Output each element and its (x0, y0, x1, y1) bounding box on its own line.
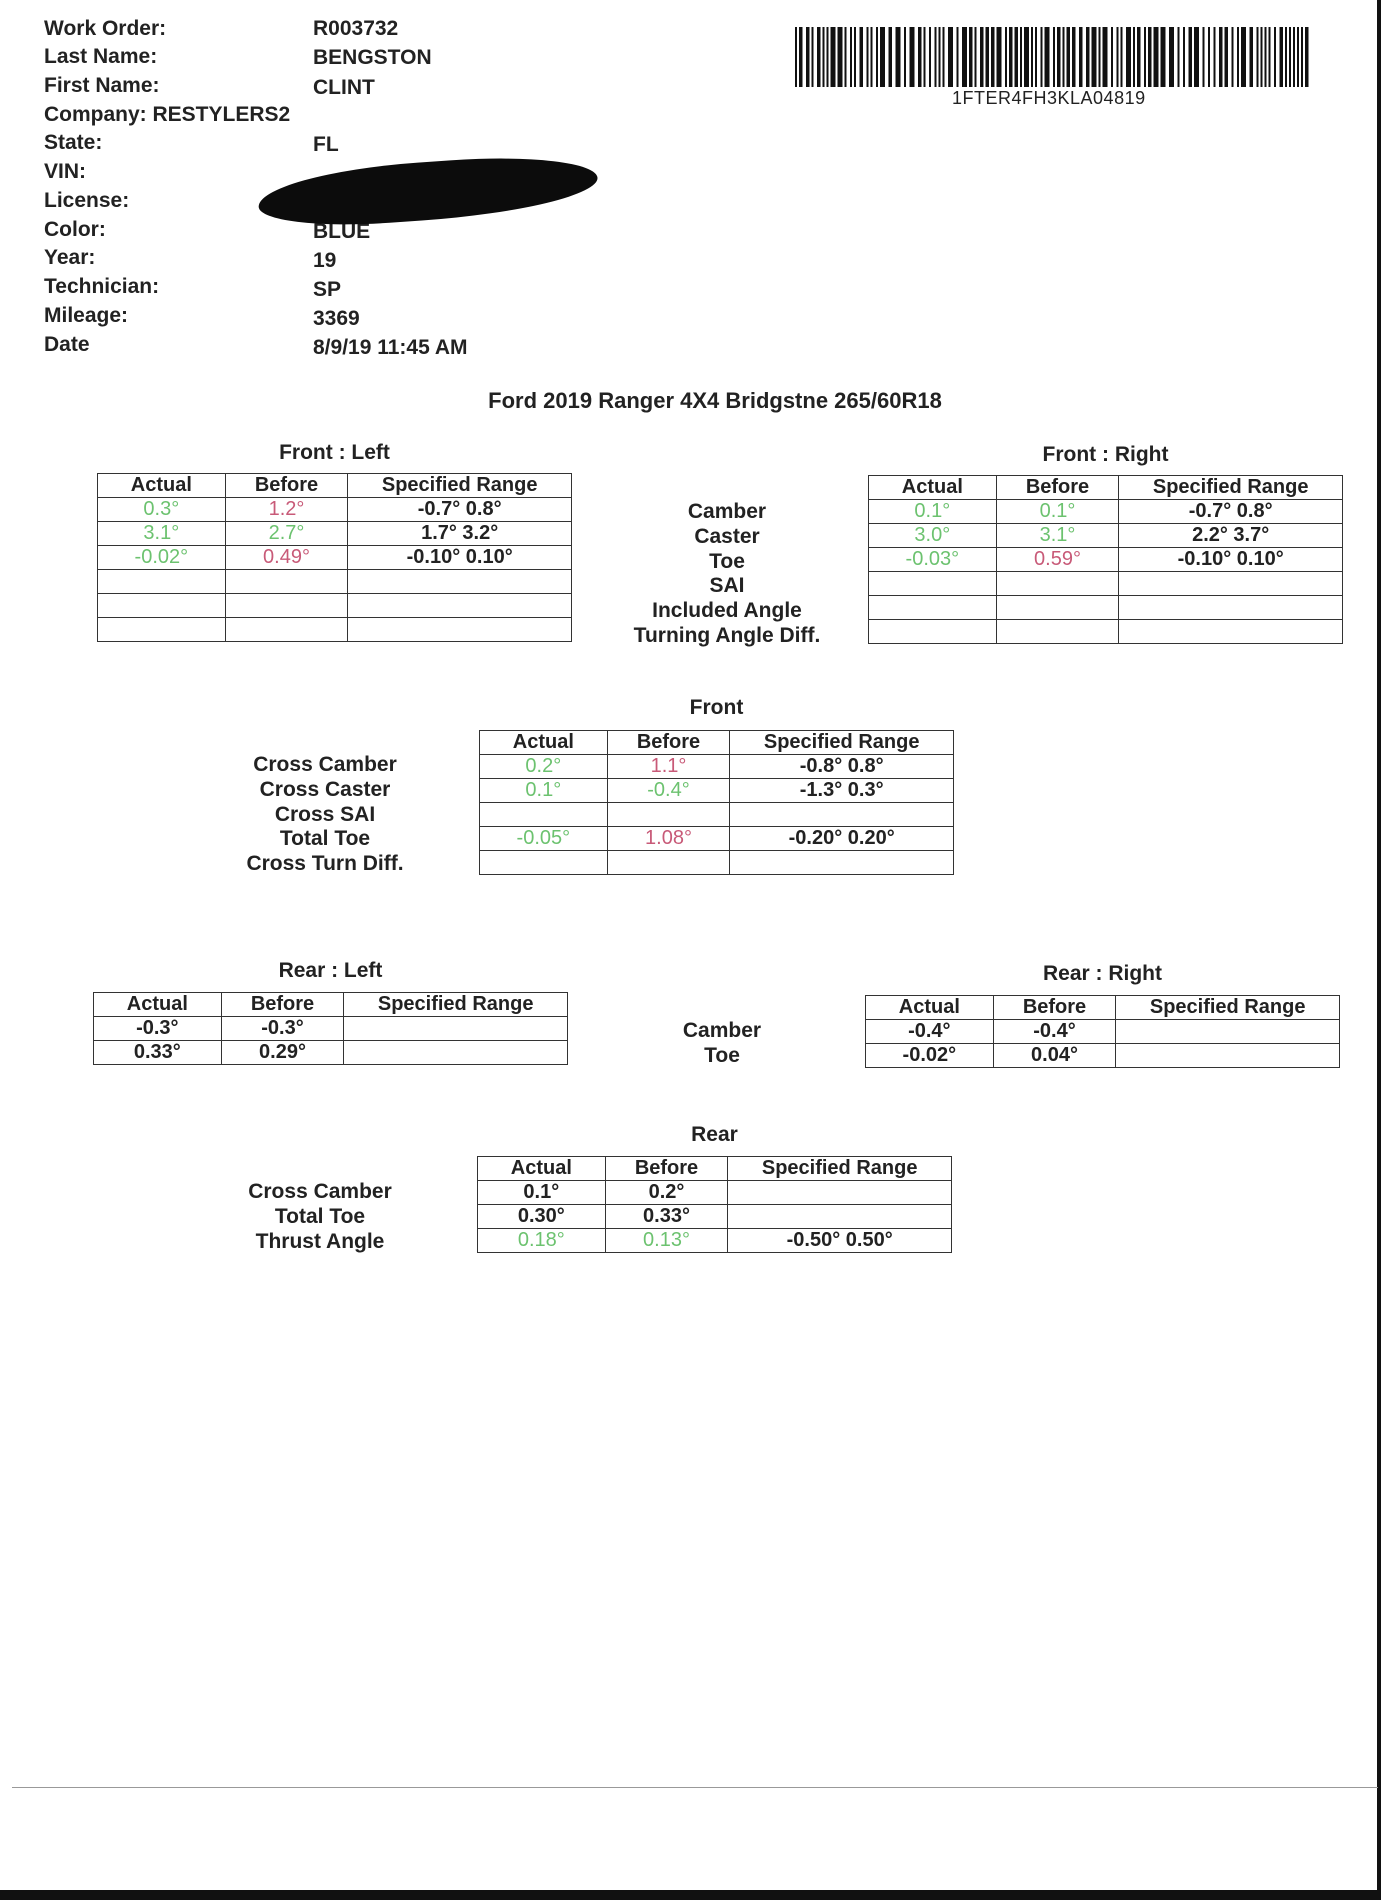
table-row (869, 596, 1343, 620)
range-cell (344, 1041, 568, 1065)
redaction-mark (256, 150, 599, 232)
table-row (869, 572, 1343, 596)
actual-cell (480, 803, 608, 827)
barcode-text: 1FTER4FH3KLA04819 (952, 88, 1146, 108)
actual-cell: -0.3° (94, 1017, 222, 1041)
col-actual: Actual (480, 731, 608, 755)
first-name-value: CLINT (313, 76, 375, 99)
first-name-label: First Name: (44, 74, 160, 97)
front-right-table (868, 475, 1343, 644)
before-cell: 0.33° (605, 1205, 728, 1229)
label-caster: Caster (694, 524, 760, 548)
range-cell: -0.20° 0.20° (730, 827, 954, 851)
label-cross-sai: Cross SAI (274, 802, 376, 826)
table-row (98, 498, 572, 522)
col-range: Specified Range (728, 1157, 952, 1181)
mileage-value: 3369 (313, 307, 360, 330)
table-row (480, 755, 954, 779)
range-cell (730, 851, 954, 875)
color-label: Color: (44, 218, 106, 241)
range-cell (728, 1205, 952, 1229)
actual-cell: 3.0° (869, 524, 997, 548)
company-label: Company: RESTYLERS2 (44, 103, 291, 126)
actual-cell: 0.1° (478, 1181, 606, 1205)
col-before: Before (996, 476, 1119, 500)
table-row (869, 500, 1343, 524)
rear-cross-table (477, 1156, 952, 1253)
rear-title: Rear (691, 1123, 738, 1146)
color-value: BLUE (313, 220, 371, 243)
before-cell: 3.1° (996, 524, 1119, 548)
table-row (866, 1020, 1340, 1044)
actual-cell: -0.02° (98, 546, 226, 570)
front-title: Front (689, 696, 744, 719)
table-row (478, 1229, 952, 1253)
work-order-label: Work Order: (44, 17, 167, 40)
before-cell (607, 803, 730, 827)
rear-left-title: Rear : Left (278, 959, 383, 982)
table-row (869, 620, 1343, 644)
page-divider (12, 1787, 1378, 1788)
state-value: FL (313, 133, 339, 156)
col-actual: Actual (866, 996, 994, 1020)
before-cell: 0.13° (605, 1229, 728, 1253)
range-cell (730, 803, 954, 827)
col-before: Before (607, 731, 730, 755)
before-cell: 0.2° (605, 1181, 728, 1205)
before-cell: 2.7° (225, 522, 348, 546)
before-cell: 0.1° (996, 500, 1119, 524)
table-row (98, 522, 572, 546)
front-right-title: Front : Right (1042, 443, 1169, 466)
date-label: Date (44, 333, 90, 356)
state-label: State: (44, 131, 103, 154)
label-total-toe: Total Toe (279, 827, 371, 851)
label-turning-angle-diff: Turning Angle Diff. (633, 623, 821, 647)
actual-cell: 0.1° (869, 500, 997, 524)
actual-cell: -0.02° (866, 1044, 994, 1068)
table-row (480, 827, 954, 851)
range-cell: -0.10° 0.10° (348, 546, 572, 570)
col-range: Specified Range (1116, 996, 1340, 1020)
label-camber: Camber (687, 500, 767, 523)
range-cell: 1.7° 3.2° (348, 522, 572, 546)
table-row (480, 803, 954, 827)
front-left-title: Front : Left (279, 441, 390, 464)
rear-cross-labels (220, 1180, 420, 1254)
table-row (94, 1041, 568, 1065)
rear-right-title: Rear : Right (1042, 962, 1162, 985)
col-actual: Actual (98, 474, 226, 498)
table-row (866, 1044, 1340, 1068)
rear-left-table (93, 992, 568, 1065)
range-cell (728, 1181, 952, 1205)
date-value: 8/9/19 11:45 AM (313, 336, 468, 359)
col-before: Before (605, 1157, 728, 1181)
label-rear-camber: Camber (682, 1019, 762, 1042)
before-cell: 1.1° (607, 755, 730, 779)
actual-cell: 0.1° (480, 779, 608, 803)
col-range: Specified Range (1119, 476, 1343, 500)
label-cross-turn-diff: Cross Turn Diff. (246, 852, 404, 876)
table-row (98, 594, 572, 618)
rear-right-table (865, 995, 1340, 1068)
before-cell: 0.49° (225, 546, 348, 570)
col-actual: Actual (478, 1157, 606, 1181)
barcode (795, 27, 1310, 87)
work-order-value: R003732 (313, 17, 399, 40)
range-cell: -0.8° 0.8° (730, 755, 954, 779)
before-cell: -0.4° (993, 1020, 1116, 1044)
front-cross-table (479, 730, 954, 875)
scan-edge (1377, 0, 1381, 1900)
table-row (98, 570, 572, 594)
label-sai: SAI (709, 574, 745, 598)
table-row (478, 1205, 952, 1229)
before-cell: -0.4° (607, 779, 730, 803)
actual-cell: 0.33° (94, 1041, 222, 1065)
table-row (98, 618, 572, 642)
range-cell (1116, 1044, 1340, 1068)
actual-cell: 0.2° (480, 755, 608, 779)
actual-cell: -0.03° (869, 548, 997, 572)
before-cell: -0.3° (221, 1017, 344, 1041)
vin-label: VIN: (44, 160, 86, 183)
actual-cell: 0.30° (478, 1205, 606, 1229)
last-name-value: BENGSTON (313, 46, 432, 69)
technician-label: Technician: (44, 275, 160, 298)
table-row (478, 1181, 952, 1205)
actual-cell: 3.1° (98, 522, 226, 546)
table-row (98, 546, 572, 570)
before-cell (607, 851, 730, 875)
range-cell (1116, 1020, 1340, 1044)
range-cell: -1.3° 0.3° (730, 779, 954, 803)
actual-cell: 0.3° (98, 498, 226, 522)
actual-cell: -0.05° (480, 827, 608, 851)
col-before: Before (221, 993, 344, 1017)
col-range: Specified Range (730, 731, 954, 755)
year-value: 19 (313, 249, 337, 272)
rear-row-labels (642, 1019, 802, 1069)
table-row (94, 1017, 568, 1041)
table-row (480, 779, 954, 803)
actual-cell (480, 851, 608, 875)
col-before: Before (225, 474, 348, 498)
front-left-table (97, 473, 572, 642)
col-actual: Actual (94, 993, 222, 1017)
range-cell: 2.2° 3.7° (1119, 524, 1343, 548)
label-rear-total-toe: Total Toe (274, 1204, 366, 1228)
before-cell: 1.08° (607, 827, 730, 851)
mileage-label: Mileage: (44, 304, 129, 327)
label-rear-toe: Toe (704, 1043, 740, 1067)
label-thrust-angle: Thrust Angle (255, 1229, 385, 1253)
range-cell (344, 1017, 568, 1041)
label-cross-camber: Cross Camber (253, 753, 397, 776)
col-range: Specified Range (348, 474, 572, 498)
label-included-angle: Included Angle (652, 599, 802, 623)
actual-cell: -0.4° (866, 1020, 994, 1044)
range-cell: -0.7° 0.8° (1119, 500, 1343, 524)
label-toe: Toe (709, 549, 745, 573)
before-cell: 0.29° (221, 1041, 344, 1065)
table-row (480, 851, 954, 875)
license-label: License: (44, 189, 130, 212)
front-cross-labels (220, 753, 430, 877)
col-before: Before (993, 996, 1116, 1020)
before-cell: 0.04° (993, 1044, 1116, 1068)
page-title: Ford 2019 Ranger 4X4 Bridgstne 265/60R18 (488, 388, 942, 413)
range-cell: -0.10° 0.10° (1119, 548, 1343, 572)
year-label: Year: (44, 246, 96, 269)
label-cross-caster: Cross Caster (259, 777, 391, 801)
range-cell: -0.50° 0.50° (728, 1229, 952, 1253)
label-rear-cross-camber: Cross Camber (248, 1180, 392, 1203)
range-cell: -0.7° 0.8° (348, 498, 572, 522)
last-name-label: Last Name: (44, 45, 158, 68)
table-row (869, 524, 1343, 548)
before-cell: 1.2° (225, 498, 348, 522)
before-cell: 0.59° (996, 548, 1119, 572)
col-actual: Actual (869, 476, 997, 500)
front-row-labels (597, 500, 857, 649)
table-row (869, 548, 1343, 572)
actual-cell: 0.18° (478, 1229, 606, 1253)
technician-value: SP (313, 278, 342, 301)
col-range: Specified Range (344, 993, 568, 1017)
scan-edge-bottom (0, 1890, 1381, 1900)
